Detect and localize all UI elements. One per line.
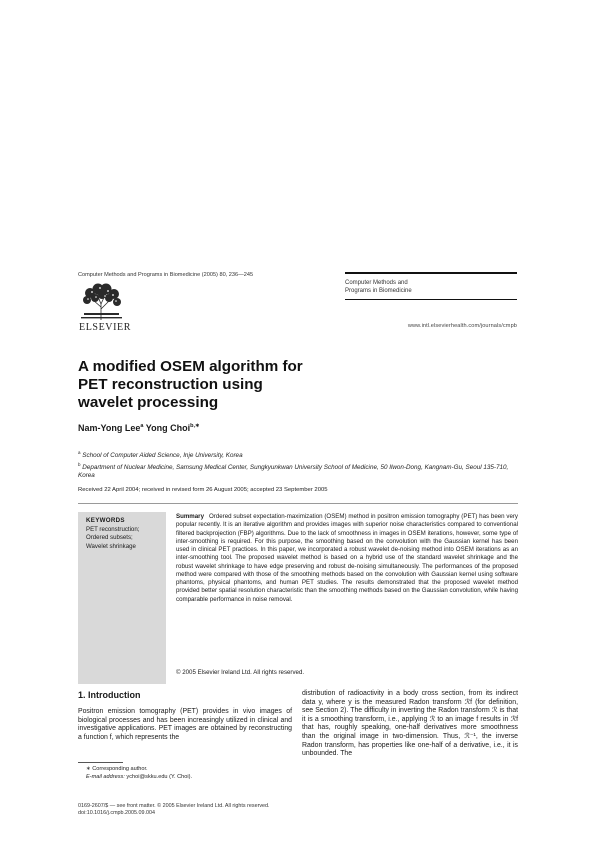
abstract-copyright: © 2005 Elsevier Ireland Ltd. All rights reserved. [176, 669, 305, 676]
author-list [78, 423, 200, 433]
affiliation-b [78, 461, 518, 481]
front-matter-info [78, 803, 270, 818]
affiliation-text: School of Computer Aided Science, Inje University, Korea [82, 452, 243, 460]
keyword-item: PET reconstruction; [86, 526, 140, 533]
article-title [78, 358, 378, 412]
keywords-heading: KEYWORDS [86, 517, 125, 524]
footnote-rule [78, 762, 123, 763]
email-label: E-mail address: [86, 774, 125, 780]
title-line: A modified OSEM algorithm for [78, 358, 303, 375]
section-heading-introduction: 1. Introduction [78, 690, 141, 700]
affiliation-a [78, 449, 518, 461]
footnote-corresponding: ∗ Corresponding author. [86, 766, 148, 772]
affiliation-mark: a [78, 450, 81, 455]
footnote [86, 765, 192, 781]
body-column-right: distribution of radioactivity in a body cross section, from its indirect data y, where y is the measured Radon transform ℛf (for definition, see Section 2). The difficulty in inverting the Radon transform ℛ is that it is a smoothing transform, i.e., applying ℛ to an image f results in ℛf that has, roughly speaking, one-half derivatives more smoothness than the original image in two-dimension. Thus, ℛ⁻¹, the inverse Radon transform, has properties like one-half of a derivative, i.e., it is unbounded. The [302, 690, 518, 758]
elsevier-tree-logo-icon [78, 283, 125, 321]
journal-citation: Computer Methods and Programs in Biomedicine (2005) 80, 236—245 [78, 272, 254, 278]
elsevier-wordmark: ELSEVIER [79, 322, 132, 333]
footnote-email [86, 773, 192, 781]
front-matter-line: 0169-2607/$ — see front matter. © 2005 Elsevier Ireland Ltd. All rights reserved. [78, 803, 270, 809]
email-value[interactable]: ychoi@skku.edu (Y. Choi). [126, 774, 193, 780]
author-affiliation-mark[interactable]: b,∗ [190, 423, 200, 429]
journal-name [345, 280, 412, 295]
journal-name-line: Computer Methods and [345, 280, 408, 286]
summary-lead: Summary [176, 513, 204, 520]
body-column-left: Positron emission tomography (PET) provides in vivo images of biological processes and has been increasingly utilized in clinical and investigative applications. PET images are obtained by reconstructing a function f, which represents the [78, 708, 292, 741]
affiliation-text: Department of Nuclear Medicine, Samsung Medical Center, Sungkyunkwan University School of Medicine, 50 Ilwon-Dong, Kangnam-Gu, Seoul 135-710, Korea [78, 463, 509, 480]
keyword-item: Ordered subsets; [86, 534, 133, 542]
journal-box-bottom-rule [345, 299, 517, 300]
title-line: PET reconstruction using [78, 376, 263, 393]
author-name: Nam-Yong Lee [78, 423, 141, 433]
keywords-box [78, 512, 166, 684]
author-affiliation-mark: a [140, 423, 144, 429]
affiliation-mark: b [78, 461, 81, 467]
author-name: Yong Choi [145, 423, 191, 433]
abstract-divider [78, 503, 518, 504]
summary-text: Ordered subset expectation-maximization (OSEM) method in positron emission tomography (PET) has been very popular recently. It is an iterative algorithm and provides images with superior noise characteristics compared to conventional filtered backprojection (FBP) algorithms. Due to the lack of smoothness in images in OSEM iterations, however, some type of inter-smoothing is required. For this purpose, the smoothing based on the convolution with the Gaussian kernel has been used in clinical PET practices. In this paper, we incorporated a robust wavelet de-noising method into OSEM iterations as an inter-smoothing tool. The proposed wavelet method is based on a hybrid use of the standard wavelet shrinkage and the robust wavelet shrinkage to have edge preserving and robust de-noising simultaneously. The performances of the proposed method were compared with those of the smoothing methods based on the convolution with Gaussian kernel using software phantoms, physical phantoms, and human PET studies. The results demonstrated that the proposed wavelet method provided better spatial resolution characteristic than the smoothing methods based on the Gaussian convolution, while having comparable performance in noise removal. [176, 513, 518, 603]
received-dates: Received 22 April 2004; received in revised form 26 August 2005; accepted 23 September 2005 [78, 487, 328, 493]
journal-name-box [345, 272, 517, 300]
doi-line[interactable]: doi:10.1016/j.cmpb.2005.09.004 [78, 810, 156, 817]
affiliations [78, 449, 518, 481]
keywords-list [86, 526, 139, 551]
journal-website-link[interactable]: www.intl.elsevierhealth.com/journals/cmpb [407, 323, 517, 329]
journal-name-line: Programs in Biomedicine [345, 287, 412, 294]
keyword-item: Wavelet shrinkage [86, 542, 136, 550]
title-line: wavelet processing [78, 394, 219, 411]
abstract-summary [176, 513, 518, 604]
journal-box-top-rule [345, 272, 517, 274]
